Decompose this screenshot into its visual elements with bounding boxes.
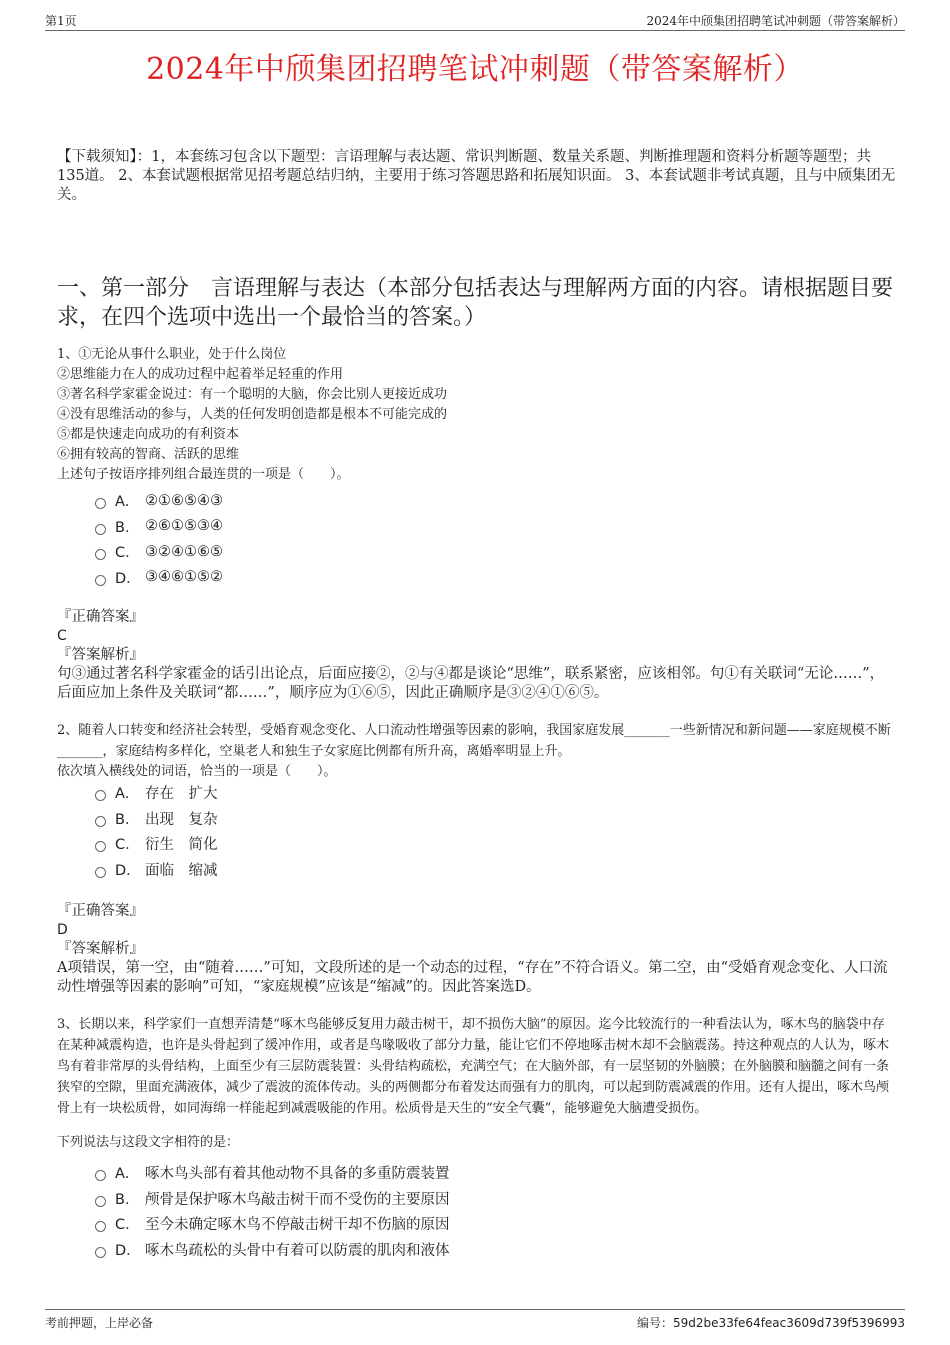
footer-code-label: 编号： bbox=[637, 1316, 674, 1330]
option-a[interactable] bbox=[95, 488, 223, 514]
option-letter: A． bbox=[115, 494, 140, 511]
question-2 bbox=[57, 720, 897, 782]
option-text: 出现 复杂 bbox=[145, 811, 218, 828]
header-divider bbox=[45, 30, 905, 31]
option-text: 面临 缩减 bbox=[145, 862, 218, 879]
option-a[interactable] bbox=[95, 780, 218, 806]
option-letter: C． bbox=[115, 837, 140, 854]
option-c[interactable] bbox=[95, 1211, 450, 1237]
radio-button[interactable] bbox=[95, 524, 106, 535]
question-2-answer bbox=[57, 902, 897, 997]
option-letter: B． bbox=[115, 1191, 140, 1208]
download-notice: 【下载须知】：1，本套练习包含以下题型：言语理解与表达题、常识判断题、数量关系题、判断推理题和资料分析题等题型；共135道。 2、本套试题根据常见招考题总结归纳，主要用于练习答题思路和拓展知识面。 3、本套试题非考试真题，且与中颀集团无关。 bbox=[57, 149, 896, 203]
question-1-prompt: 上述句子按语序排列组合最连贯的一项是（ ）。 bbox=[57, 467, 350, 482]
option-b[interactable] bbox=[95, 514, 223, 540]
question-1-line: ③著名科学家霍金说过：有一个聪明的大脑，你会比别人更接近成功 bbox=[57, 387, 448, 402]
option-d[interactable] bbox=[95, 857, 218, 883]
option-letter: C． bbox=[115, 1217, 140, 1234]
radio-button[interactable] bbox=[95, 816, 106, 827]
option-d[interactable] bbox=[95, 1237, 450, 1263]
footer-divider bbox=[45, 1309, 905, 1310]
option-text: 至今未确定啄木鸟不停敲击树干却不伤脑的原因 bbox=[145, 1217, 450, 1234]
option-text: 啄木鸟头部有着其他动物不具备的多重防震装置 bbox=[145, 1166, 450, 1183]
radio-button[interactable] bbox=[95, 1196, 106, 1207]
answer-label: 『正确答案』 bbox=[57, 609, 144, 625]
question-3-text: 3、长期以来，科学家们一直想弄清楚“啄木鸟能够反复用力敲击树干，却不损伤大脑”的原因。迄今比较流行的一种看法认为，啄木鸟的脑袋中存在某种减震构造，也许是头骨起到了缓冲作用，或者是鸟喙吸收了部分力量，能让它们不停地啄击树木却不会脑震荡。持这种观点的人认为，啄木鸟有着非常厚的头骨结构，上面至少有三层防震装置：头骨结构疏松，充满空气；在大脑外部，有一层坚韧的外脑膜；在外脑膜和脑髓之间有一条狭窄的空隙，里面充满液体，减少了震波的流体传动。头的两侧都分布着发达而强有力的肌肉，可以起到防震减震的作用。还有人提出，啄木鸟颅骨上有一块松质骨，如同海绵一样能起到减震吸能的作用。松质骨是天生的“安全气囊”，能够避免大脑遭受损伤。 bbox=[57, 1017, 890, 1116]
analysis-text: 句③通过著名科学家霍金的话引出论点，后面应接②，②与④都是谈论“思维”，联系紧密，应该相邻。句①有关联词“无论……”，后面应加上条件及关联词“都……”，顺序应为①⑥⑤，因此正确顺序是③②④①⑥⑤。 bbox=[57, 666, 885, 701]
question-1-line: ②思维能力在人的成功过程中起着举足轻重的作用 bbox=[57, 367, 344, 382]
analysis-label: 『答案解析』 bbox=[57, 941, 144, 957]
answer-value: C bbox=[57, 628, 67, 644]
option-b[interactable] bbox=[95, 806, 218, 832]
footer-slogan: 考前押题，上岸必备 bbox=[45, 1316, 154, 1330]
option-text: ②①⑥⑤④③ bbox=[145, 492, 223, 509]
answer-value: D bbox=[57, 922, 68, 938]
footer-code bbox=[637, 1314, 905, 1331]
question-1-answer bbox=[57, 608, 897, 703]
question-3 bbox=[57, 1014, 897, 1153]
analysis-label: 『答案解析』 bbox=[57, 647, 144, 663]
option-text: ②⑥①⑤③④ bbox=[145, 518, 223, 535]
option-c[interactable] bbox=[95, 539, 223, 565]
radio-button[interactable] bbox=[95, 790, 106, 801]
question-2-text: 2、随着人口转变和经济社会转型，受婚育观念变化、人口流动性增强等因素的影响，我国家庭发展_______一些新情况和新问题——家庭规模不断_______，家庭结构多样化，空巢老人和独生子女家庭比例都有所升高，离婚率明显上升。 bbox=[57, 723, 891, 759]
radio-button[interactable] bbox=[95, 841, 106, 852]
page-title: 2024年中颀集团招聘笔试冲刺题（带答案解析） bbox=[146, 52, 804, 87]
question-1-line: 1、①无论从事什么职业，处于什么岗位 bbox=[57, 347, 287, 362]
option-c[interactable] bbox=[95, 831, 218, 857]
radio-button[interactable] bbox=[95, 549, 106, 560]
option-text: 啄木鸟疏松的头骨中有着可以防震的肌肉和液体 bbox=[145, 1242, 450, 1259]
option-d[interactable] bbox=[95, 565, 223, 591]
footer-code-value: 59d2be33fe64feac3609d739f5396993 bbox=[673, 1316, 905, 1330]
option-letter: D． bbox=[115, 570, 141, 587]
section-heading: 一、第一部分 言语理解与表达（本部分包括表达与理解两方面的内容。请根据题目要求，在四个选项中选出一个最恰当的答案。） bbox=[57, 276, 894, 330]
question-1 bbox=[57, 345, 897, 485]
question-3-options bbox=[95, 1160, 450, 1262]
option-text: ③②④①⑥⑤ bbox=[145, 543, 223, 560]
option-letter: C． bbox=[115, 545, 140, 562]
option-letter: B． bbox=[115, 811, 140, 828]
option-letter: D． bbox=[115, 862, 141, 879]
answer-label: 『正确答案』 bbox=[57, 903, 144, 919]
question-1-line: ⑤都是快速走向成功的有利资本 bbox=[57, 427, 240, 442]
option-letter: A． bbox=[115, 1166, 140, 1183]
option-text: 颅骨是保护啄木鸟敲击树干而不受伤的主要原因 bbox=[145, 1191, 450, 1208]
question-1-options bbox=[95, 488, 223, 590]
option-letter: B． bbox=[115, 519, 140, 536]
header-doc-title: 2024年中颀集团招聘笔试冲刺题（带答案解析） bbox=[646, 14, 905, 28]
analysis-text: A项错误，第一空，由“随着……”可知，文段所述的是一个动态的过程，“存在”不符合语义。第二空，由“受婚育观念变化、人口流动性增强等因素的影响”可知，“家庭规模”应该是“缩减”的。因此答案选D。 bbox=[57, 960, 888, 995]
question-1-line: ④没有思维活动的参与，人类的任何发明创造都是根本不可能完成的 bbox=[57, 407, 448, 422]
page-number: 第1页 bbox=[45, 14, 77, 28]
radio-button[interactable] bbox=[95, 498, 106, 509]
radio-button[interactable] bbox=[95, 1221, 106, 1232]
option-b[interactable] bbox=[95, 1186, 450, 1212]
question-2-prompt: 依次填入横线处的词语，恰当的一项是（ ）。 bbox=[57, 764, 337, 779]
question-3-prompt: 下列说法与这段文字相符的是： bbox=[57, 1135, 240, 1150]
option-letter: D． bbox=[115, 1242, 141, 1259]
question-2-options bbox=[95, 780, 218, 882]
radio-button[interactable] bbox=[95, 575, 106, 586]
option-text: 衍生 简化 bbox=[145, 837, 218, 854]
radio-button[interactable] bbox=[95, 1170, 106, 1181]
question-1-line: ⑥拥有较高的智商、活跃的思维 bbox=[57, 447, 240, 462]
option-text: ③④⑥①⑤② bbox=[145, 569, 223, 586]
radio-button[interactable] bbox=[95, 1247, 106, 1258]
radio-button[interactable] bbox=[95, 867, 106, 878]
option-letter: A． bbox=[115, 786, 140, 803]
option-text: 存在 扩大 bbox=[145, 786, 218, 803]
option-a[interactable] bbox=[95, 1160, 450, 1186]
